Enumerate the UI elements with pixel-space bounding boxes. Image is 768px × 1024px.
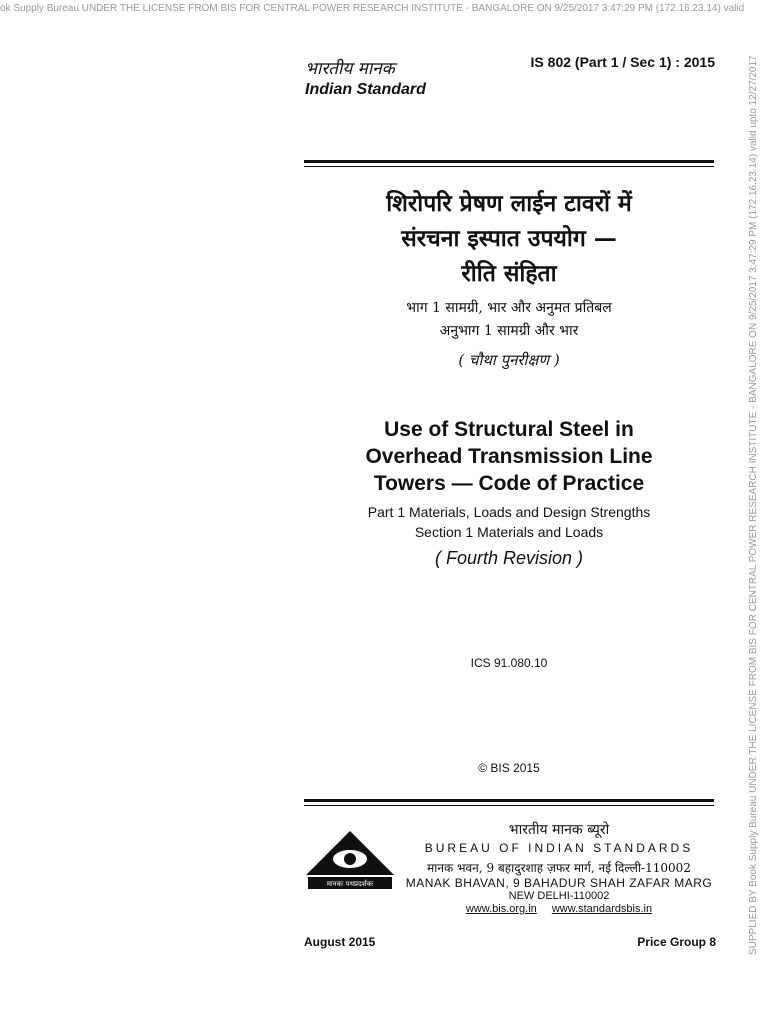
english-title-line-1: Use of Structural Steel in (384, 418, 634, 441)
publisher-address: MANAK BHAVAN, 9 BAHADUR SHAH ZAFAR MARG (405, 876, 713, 890)
publisher-links (400, 903, 718, 915)
bis-website-link[interactable]: www.bis.org.in (465, 903, 537, 915)
title-rule-thick (304, 160, 714, 163)
hindi-title-line-2: संरचना इस्पात उपयोग — (401, 225, 617, 252)
english-subtitle (304, 502, 714, 542)
hindi-title-line-1: शिरोपरि प्रेषण लाईन टावरों में (386, 190, 632, 217)
logo-text: मानकः पथप्रदर्शकः (326, 880, 374, 888)
hindi-subtitle (304, 297, 714, 343)
bis-logo-icon (304, 829, 396, 891)
side-watermark: SUPPLIED BY Book Supply Bureau UNDER THE LICENSE FROM BIS FOR CENTRAL POWER RESEARCH INSTITUTE - BANGALORE ON 9/25/2017 3:47:29 PM (172.16.23.14) valid upto 12/27/2017 (748, 55, 759, 955)
indian-standard-label: Indian Standard (305, 81, 426, 98)
hindi-revision: ( चौथा पुनरीक्षण ) (458, 351, 560, 369)
hindi-part: भाग 1 सामग्री, भार और अनुमत प्रतिबल (406, 300, 612, 316)
hindi-standard-label: भारतीय मानक (305, 59, 395, 79)
standard-number: IS 802 (Part 1 / Sec 1) : 2015 (530, 54, 715, 70)
english-title-line-3: Towers — Code of Practice (373, 472, 645, 495)
english-section: Section 1 Materials and Loads (414, 524, 604, 540)
price-group: Price Group 8 (637, 935, 716, 949)
hindi-title-line-3: रीति संहिता (461, 260, 557, 287)
publisher-hindi-name: भारतीय मानक ब्यूरो (508, 822, 610, 838)
publisher-hindi-address: मानक भवन, 9 बहादुरशाह ज़फर मार्ग, नई दिल्ली-110002 (427, 861, 691, 875)
publisher-city: NEW DELHI-110002 (508, 890, 610, 902)
standards-website-link[interactable]: www.standardsbis.in (551, 903, 653, 915)
title-rule-thin (304, 166, 714, 167)
english-title (304, 416, 714, 497)
english-revision: ( Fourth Revision ) (434, 548, 584, 568)
publication-date: August 2015 (304, 935, 376, 949)
english-part: Part 1 Materials, Loads and Design Strengths (367, 504, 651, 520)
hindi-title (304, 186, 714, 291)
english-title-line-2: Overhead Transmission Line (365, 445, 653, 468)
top-watermark: ok Supply Bureau UNDER THE LICENSE FROM BIS FOR CENTRAL POWER RESEARCH INSTITUTE - BANGALORE ON 9/25/2017 3:47:29 PM (172.16.23.14) valid (0, 3, 745, 14)
ics-code: ICS 91.080.10 (470, 656, 548, 670)
publisher-rule-thick (304, 799, 714, 802)
copyright: © BIS 2015 (478, 761, 540, 775)
publisher-rule-thin (304, 805, 714, 806)
publisher-english-name: BUREAU OF INDIAN STANDARDS (424, 841, 694, 855)
hindi-section: अनुभाग 1 सामग्री और भार (439, 323, 579, 339)
